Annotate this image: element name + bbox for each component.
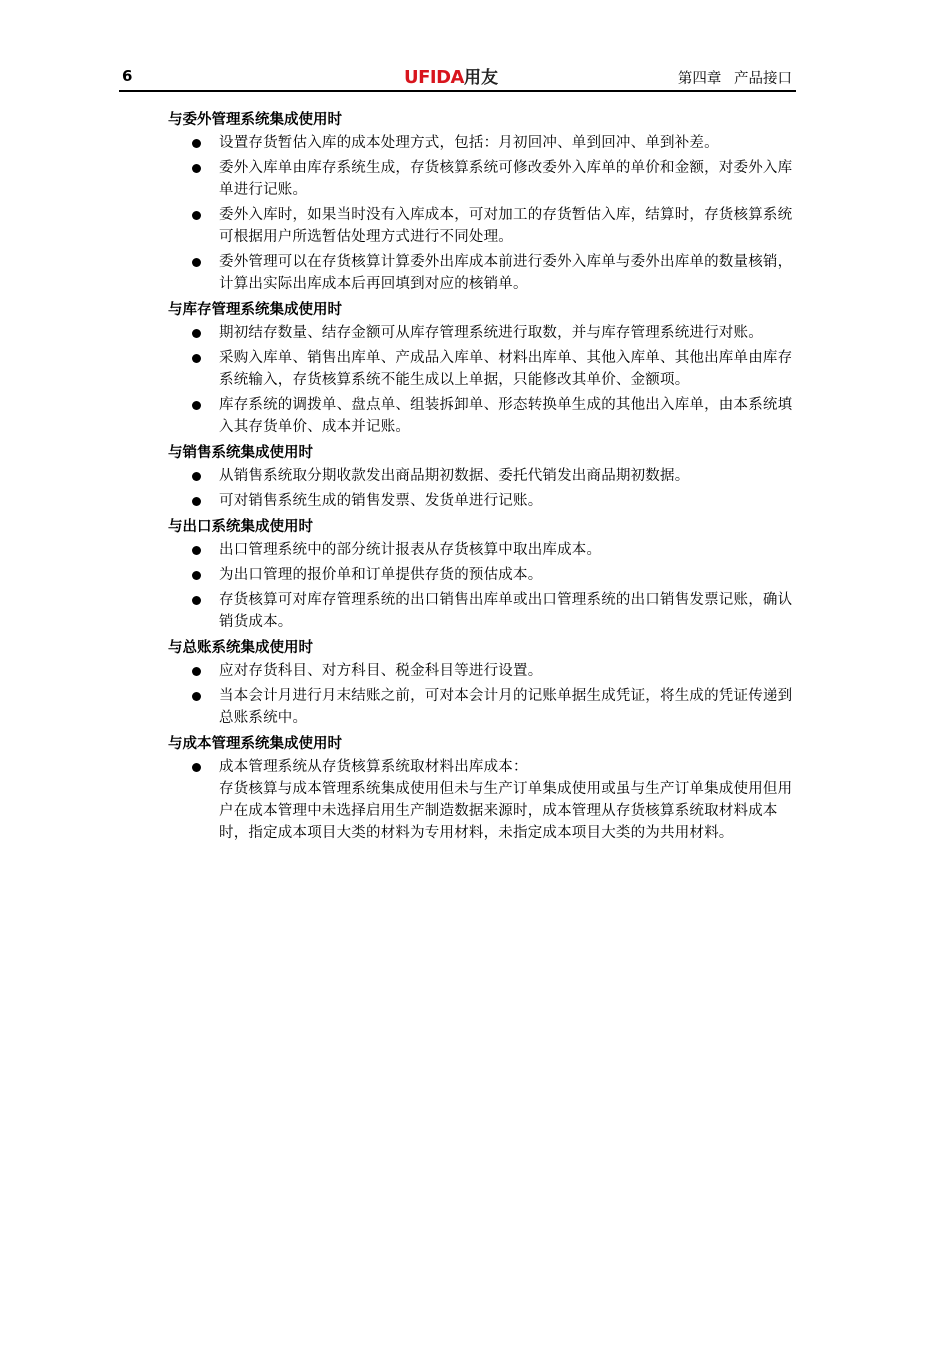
ufida-logo — [404, 63, 498, 88]
list-item: 设置存货暂估入库的成本处理方式，包括：月初回冲、单到回冲、单到补差。 — [168, 132, 798, 154]
bullet-list — [168, 660, 798, 729]
list-item: 库存系统的调拨单、盘点单、组装拆卸单、形态转换单生成的其他出入库单，由本系统填入其存货单价、成本并记账。 — [168, 394, 798, 438]
list-item: 出口管理系统中的部分统计报表从存货核算中取出库成本。 — [168, 539, 798, 561]
list-item: 为出口管理的报价单和订单提供存货的预估成本。 — [168, 564, 798, 586]
bullet-icon — [192, 667, 201, 676]
list-item: 当本会计月进行月末结账之前，可对本会计月的记账单据生成凭证，将生成的凭证传递到总账系统中。 — [168, 685, 798, 729]
list-item: 应对存货科目、对方科目、税金科目等进行设置。 — [168, 660, 798, 682]
section-title: 与成本管理系统集成使用时 — [168, 736, 342, 752]
bullet-icon — [192, 692, 201, 701]
logo-brand: UFIDA — [404, 67, 464, 88]
list-item: 采购入库单、销售出库单、产成品入库单、材料出库单、其他入库单、其他出库单由库存系统输入，存货核算系统不能生成以上单据，只能修改其单价、金额项。 — [168, 347, 798, 391]
bullet-icon — [192, 472, 201, 481]
bullet-icon — [192, 258, 201, 267]
bullet-icon — [192, 401, 201, 410]
page-number: 6 — [122, 67, 133, 85]
bullet-icon — [192, 139, 201, 148]
bullet-icon — [192, 763, 201, 772]
document-body — [168, 108, 798, 847]
bullet-icon — [192, 329, 201, 338]
continuation-paragraph: 存货核算与成本管理系统集成使用但未与生产订单集成使用或虽与生产订单集成使用但用户在成本管理中未选择启用生产制造数据来源时，成本管理从存货核算系统取材料成本时，指定成本项目大类的材料为专用材料，未指定成本项目大类的为共用材料。 — [219, 781, 793, 841]
section-title: 与库存管理系统集成使用时 — [168, 302, 342, 318]
bullet-icon — [192, 546, 201, 555]
bullet-list — [168, 465, 798, 512]
section-title: 与总账系统集成使用时 — [168, 640, 313, 656]
section-title: 与销售系统集成使用时 — [168, 445, 313, 461]
list-item: 成本管理系统从存货核算系统取材料出库成本： 存货核算与成本管理系统集成使用但未与生产订单集成使用或虽与生产订单集成使用但用户在成本管理中未选择启用生产制造数据来源时，成本管理从存货核算系统取材料成本时，指定成本项目大类的材料为专用材料，未指定成本项目大类的为共用材料。 — [168, 756, 798, 844]
bullet-icon — [192, 596, 201, 605]
bullet-list — [168, 132, 798, 295]
bullet-list — [168, 539, 798, 633]
list-item: 委外入库时，如果当时没有入库成本，可对加工的存货暂估入库，结算时，存货核算系统可根据用户所选暂估处理方式进行不同处理。 — [168, 204, 798, 248]
list-item: 期初结存数量、结存金额可从库存管理系统进行取数，并与库存管理系统进行对账。 — [168, 322, 798, 344]
bullet-icon — [192, 211, 201, 220]
bullet-list — [168, 322, 798, 438]
list-item: 委外入库单由库存系统生成，存货核算系统可修改委外入库单的单价和金额，对委外入库单进行记账。 — [168, 157, 798, 201]
section-title: 与委外管理系统集成使用时 — [168, 112, 342, 128]
list-item: 可对销售系统生成的销售发票、发货单进行记账。 — [168, 490, 798, 512]
list-item: 存货核算可对库存管理系统的出口销售出库单或出口管理系统的出口销售发票记账，确认销货成本。 — [168, 589, 798, 633]
list-item: 从销售系统取分期收款发出商品期初数据、委托代销发出商品期初数据。 — [168, 465, 798, 487]
list-item: 委外管理可以在存货核算计算委外出库成本前进行委外入库单与委外出库单的数量核销，计算出实际出库成本后再回填到对应的核销单。 — [168, 251, 798, 295]
page-header — [119, 62, 796, 92]
bullet-list — [168, 756, 798, 844]
bullet-icon — [192, 571, 201, 580]
bullet-icon — [192, 497, 201, 506]
chapter-title: 第四章 产品接口 — [677, 71, 792, 87]
section-title: 与出口系统集成使用时 — [168, 519, 313, 535]
bullet-icon — [192, 354, 201, 363]
bullet-icon — [192, 164, 201, 173]
logo-chinese: 用友 — [463, 68, 498, 88]
